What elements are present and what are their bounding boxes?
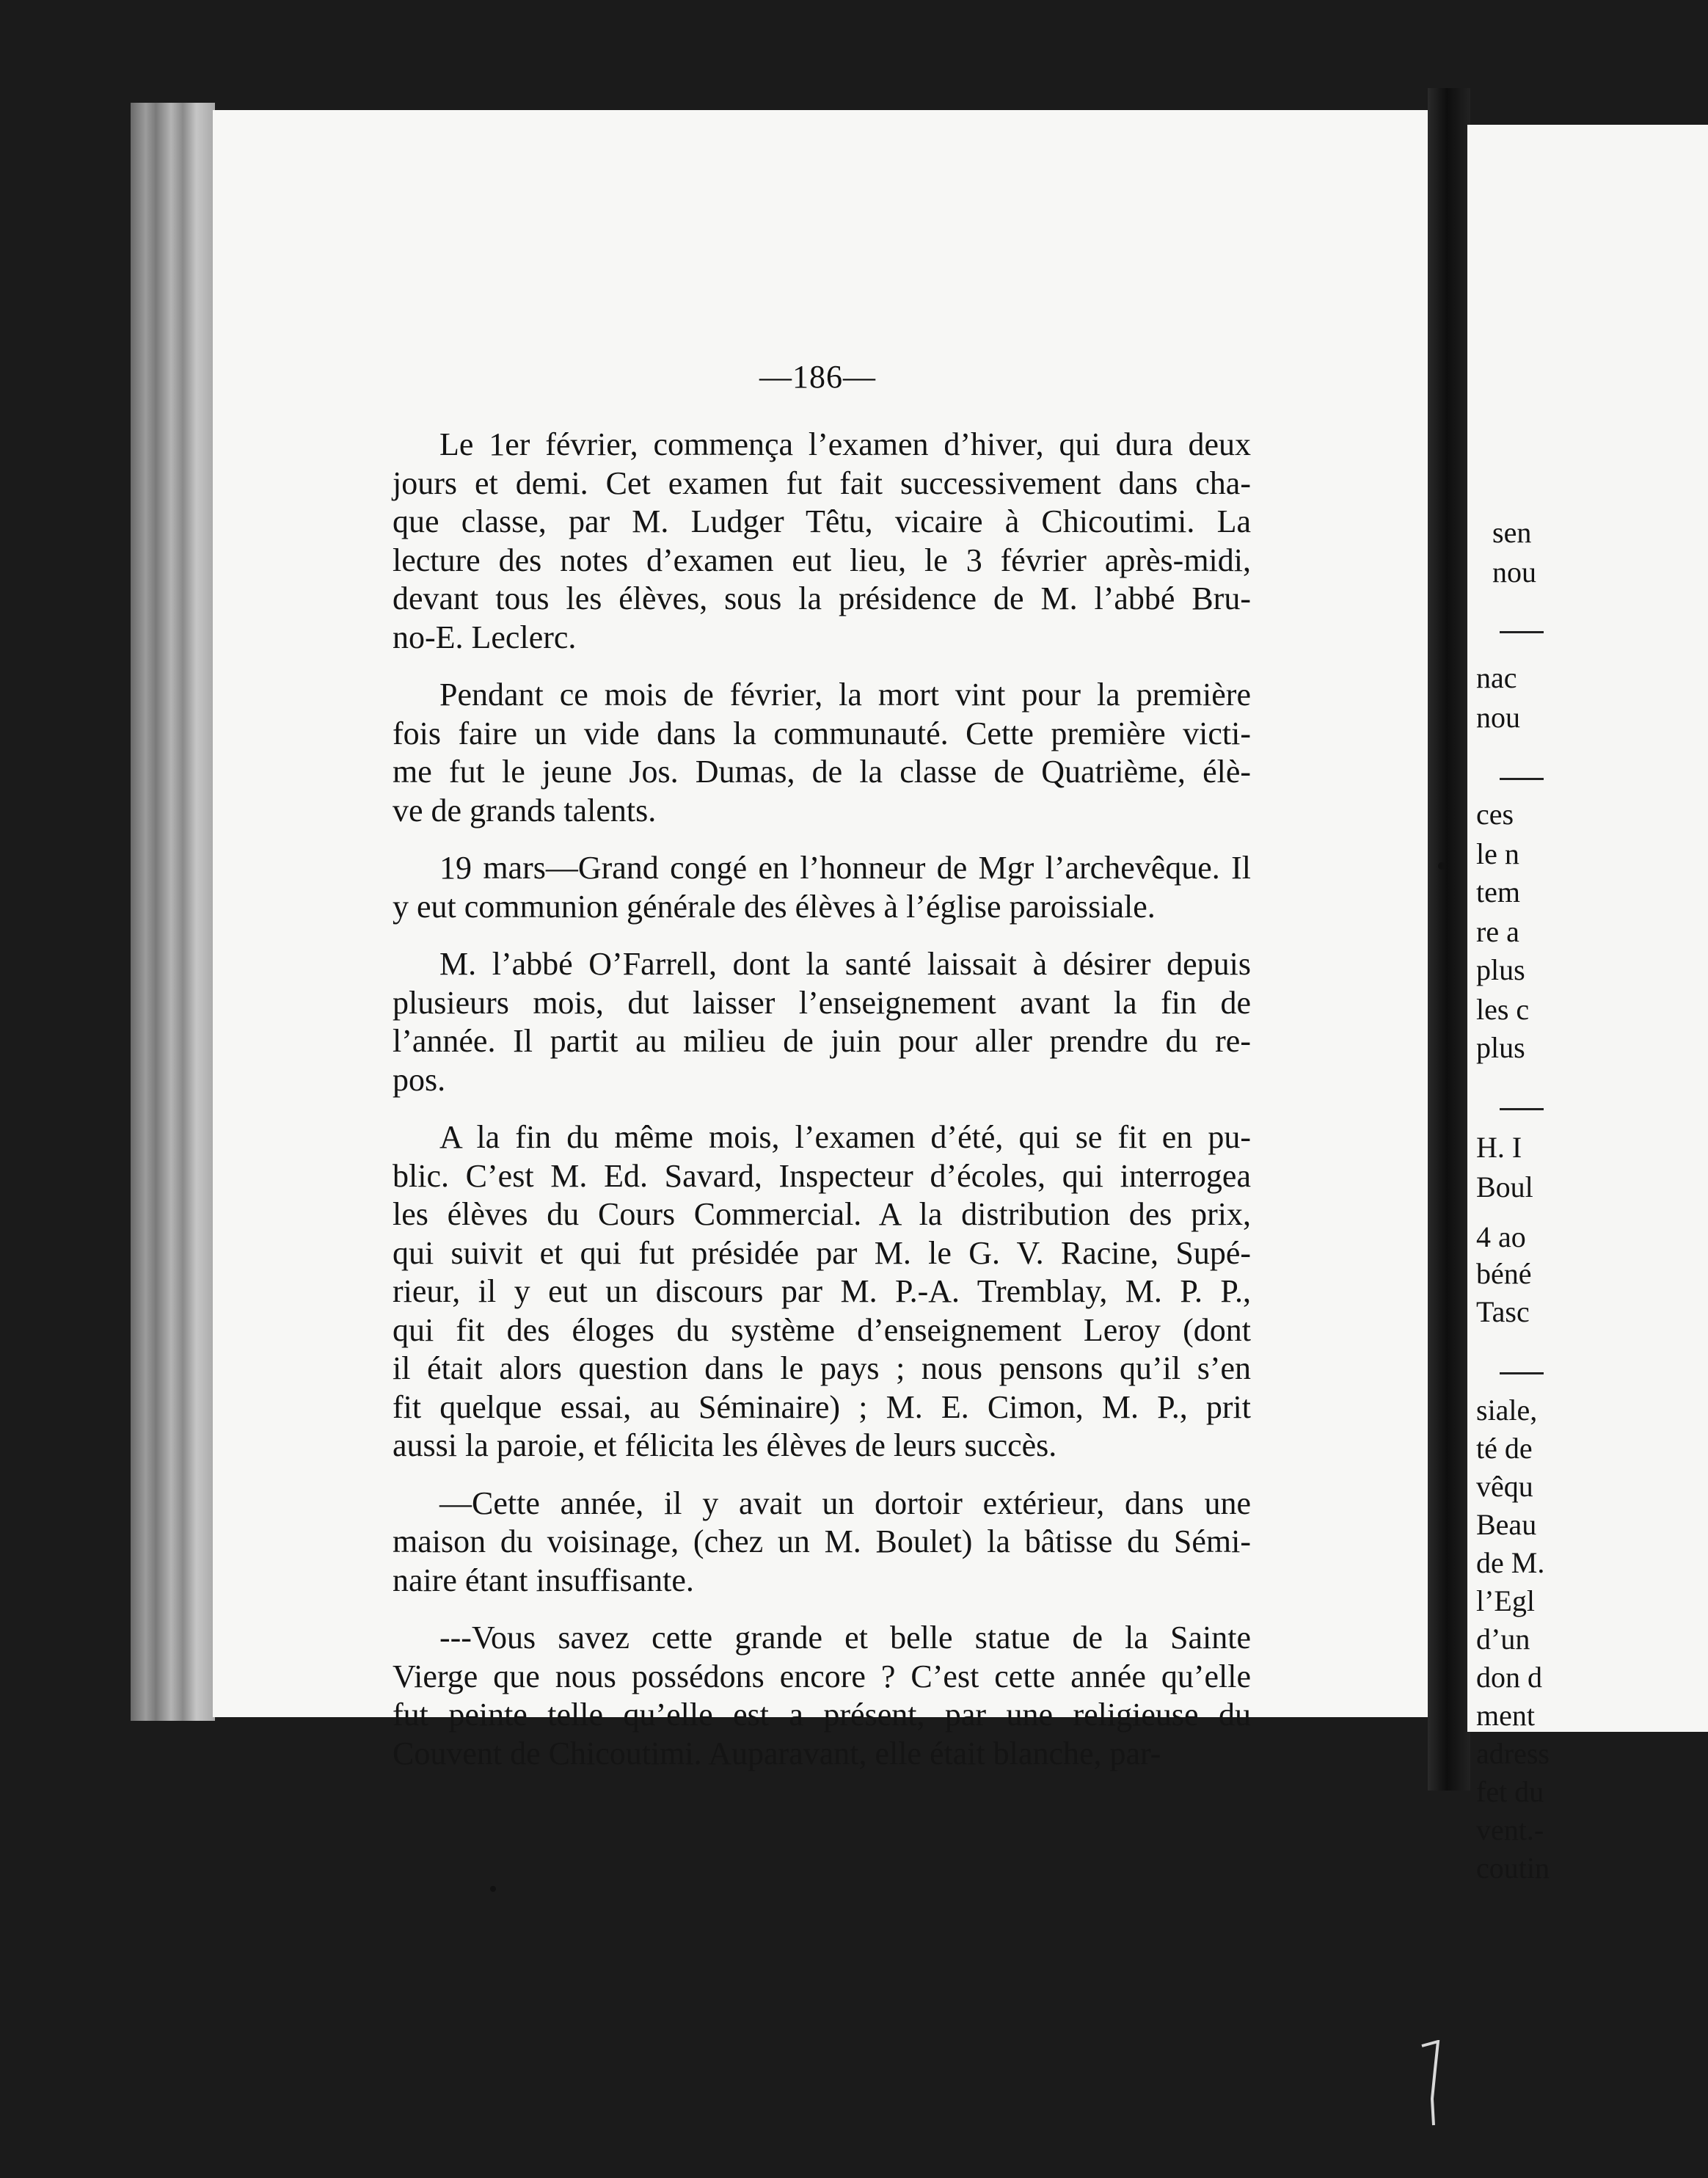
paragraph [393, 1118, 1251, 1465]
text-line: l’année. Il partit au milieu de juin pour aller prendre du re- [393, 1023, 1251, 1059]
text-line: y eut communion générale des élèves à l’église paroissiale. [393, 888, 1156, 925]
text-fragment: vêqu [1476, 1470, 1533, 1503]
text-line: les élèves du Cours Commercial. A la distribution des prix, [393, 1196, 1251, 1232]
text-fragment: té de [1476, 1432, 1533, 1465]
text-fragment: Beau [1476, 1508, 1537, 1541]
text-line: A la fin du même mois, l’examen d’été, qui se fit en pu- [439, 1119, 1251, 1155]
text-line: ---Vous savez cette grande et belle statue de la Sainte [439, 1620, 1251, 1656]
paragraph [393, 1619, 1251, 1773]
text-line: fit quelque essai, au Séminaire) ; M. E. Cimon, M. P., prit [393, 1388, 1251, 1425]
text-fragment: ment [1476, 1699, 1535, 1732]
text-fragment: les c [1476, 993, 1530, 1026]
text-line: maison du voisinage, (chez un M. Boulet) la bâtisse du Sémi- [393, 1523, 1251, 1559]
text-fragment: re a [1476, 915, 1519, 948]
text-line: Le 1er février, commença l’examen d’hiver, qui dura deux [439, 426, 1251, 462]
book-gutter [1428, 88, 1470, 1791]
text-line: ve de grands talents. [393, 792, 657, 828]
text-line: Vierge que nous possédons encore ? C’est cette année qu’elle [393, 1658, 1251, 1694]
text-line: rieur, il y eut un discours par M. P.-A. Tremblay, M. P. P., [393, 1273, 1251, 1309]
text-line: que classe, par M. Ludger Têtu, vicaire à Chicoutimi. La [393, 503, 1251, 539]
pencil-scratch-mark [1416, 2040, 1445, 2128]
text-fragment: H. I [1476, 1131, 1522, 1164]
paragraph [393, 676, 1251, 830]
text-line: aussi la paroie, et félicita les élèves de leurs succès. [393, 1427, 1057, 1463]
text-fragment: Tasc [1476, 1295, 1530, 1328]
text-line: qui suivit et qui fut présidée par M. le G. V. Racine, Supé- [393, 1234, 1251, 1271]
dash-rule [1500, 1108, 1544, 1110]
text-fragment: plus [1476, 953, 1525, 986]
text-fragment: vent.- [1476, 1813, 1544, 1846]
text-line: il était alors question dans le pays ; nous pensons qu’il s’en [393, 1350, 1251, 1386]
text-fragment: d’un [1476, 1622, 1530, 1656]
text-fragment: siale, [1476, 1394, 1538, 1427]
ink-dot-mark [1438, 862, 1445, 870]
text-line: devant tous les élèves, sous la présidence de M. l’abbé Bru- [393, 580, 1251, 616]
text-line: fut peinte telle qu’elle est a présent, par une religieuse du [393, 1697, 1251, 1733]
text-fragment: tem [1476, 875, 1520, 908]
text-line: plusieurs mois, dut laisser l’enseignement avant la fin de [393, 984, 1251, 1021]
text-line: lecture des notes d’examen eut lieu, le 3 février après-midi, [393, 542, 1251, 578]
text-fragment: nac [1476, 661, 1517, 694]
paragraph [393, 426, 1251, 657]
text-fragment: nou [1492, 556, 1536, 589]
text-line: no-E. Leclerc. [393, 619, 577, 655]
text-fragment: le n [1476, 837, 1519, 870]
main-text-block [393, 426, 1251, 1792]
text-fragment: béné [1476, 1257, 1532, 1290]
dash-rule [1500, 778, 1544, 780]
text-line: naire étant insuffisante. [393, 1562, 694, 1598]
text-fragment: plus [1476, 1031, 1525, 1064]
text-fragment: don d [1476, 1661, 1542, 1694]
text-line: Pendant ce mois de février, la mort vint pour la première [439, 677, 1251, 713]
text-fragment: coutin [1476, 1851, 1550, 1884]
dash-rule [1500, 631, 1544, 633]
dash-rule [1500, 1372, 1544, 1374]
text-line: Couvent de Chicoutimi. Auparavant, elle était blanche, par- [393, 1735, 1161, 1771]
text-fragment: ces [1476, 798, 1514, 831]
text-line: —Cette année, il y avait un dortoir extérieur, dans une [439, 1485, 1251, 1521]
text-line: blic. C’est M. Ed. Savard, Inspecteur d’écoles, qui interrogea [393, 1157, 1251, 1194]
text-line: jours et demi. Cet examen fut fait successivement dans cha- [393, 465, 1251, 501]
text-line: me fut le jeune Jos. Dumas, de la classe de Quatrième, élè- [393, 754, 1251, 790]
text-fragment: Boul [1476, 1170, 1533, 1203]
paragraph [393, 945, 1251, 1099]
text-fragment: de M. [1476, 1546, 1545, 1579]
text-line: fois faire un vide dans la communauté. Cette première victi- [393, 715, 1251, 751]
text-fragment: l’Egl [1476, 1584, 1535, 1617]
text-fragment: nou [1476, 701, 1520, 734]
text-line: M. l’abbé O’Farrell, dont la santé laissait à désirer depuis [439, 946, 1251, 982]
text-line: 19 mars—Grand congé en l’honneur de Mgr l’archevêque. Il [439, 850, 1251, 886]
text-line: qui fit des éloges du système d’enseignement Leroy (dont [393, 1311, 1251, 1348]
text-line: pos. [393, 1061, 446, 1098]
book-page-edges [131, 103, 215, 1721]
page-number: —186— [759, 359, 876, 395]
text-fragment: 4 ao [1476, 1220, 1526, 1253]
ink-dot-mark [490, 1886, 496, 1892]
paragraph [393, 1485, 1251, 1600]
text-fragment: adress [1476, 1737, 1550, 1770]
text-fragment: fet du [1476, 1775, 1544, 1808]
paragraph [393, 849, 1251, 926]
text-fragment: sen [1492, 516, 1532, 549]
